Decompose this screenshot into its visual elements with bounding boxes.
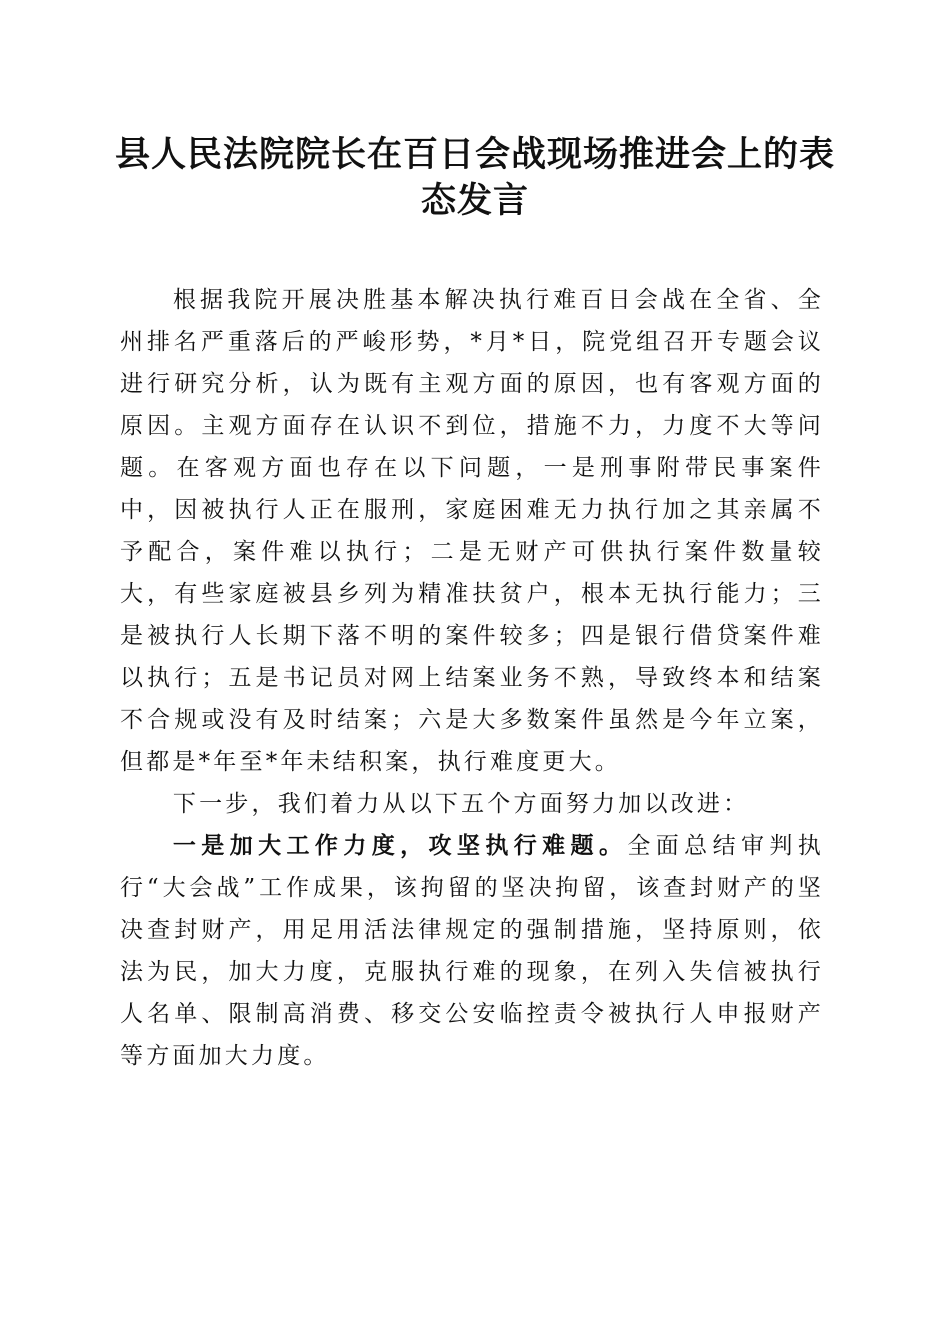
paragraph-situation-analysis: 根据我院开展决胜基本解决执行难百日会战在全省、全州排名严重落后的严峻形势，*月*日，院党组召开专题会议进行研究分析，认为既有主观方面的原因，也有客观方面的原因。主观方面存在认识不到位，措施不力，力度不大等问题。在客观方面也存在以下问题，一是刑事附带民事案件中，因被执行人正在服刑，家庭困难无力执行加之其亲属不予配合，案件难以执行；二是无财产可供执行案件数量较大，有些家庭被县乡列为精准扶贫户，根本无执行能力；三是被执行人长期下落不明的案件较多；四是银行借贷案件难以执行；五是书记员对网上结案业务不熟，导致终本和结案不合规或没有及时结案；六是大多数案件虽然是今年立案，但都是*年至*年未结积案，执行难度更大。 bbox=[120, 287, 824, 775]
document-title: 县人民法院院长在百日会战现场推进会上的表态发言 bbox=[114, 134, 835, 221]
document-body bbox=[120, 279, 824, 1077]
measure-one-text: 全面总结审判执行“大会战”工作成果，该拘留的坚决拘留，该查封财产的坚决查封财产，用足用活法律规定的强制措施，坚持原则，依法为民，加大力度，克服执行难的现象，在列入失信被执行人名单、限制高消费、移交公安临控责令被执行人申报财产等方面加大力度。 bbox=[120, 833, 825, 1069]
paragraph-next-steps-intro: 下一步，我们着力从以下五个方面努力加以改进： bbox=[172, 791, 750, 817]
measure-one-lead: 一是加大工作力度，攻坚执行难题。 bbox=[172, 832, 628, 859]
paragraph-measure-one bbox=[120, 825, 824, 1077]
